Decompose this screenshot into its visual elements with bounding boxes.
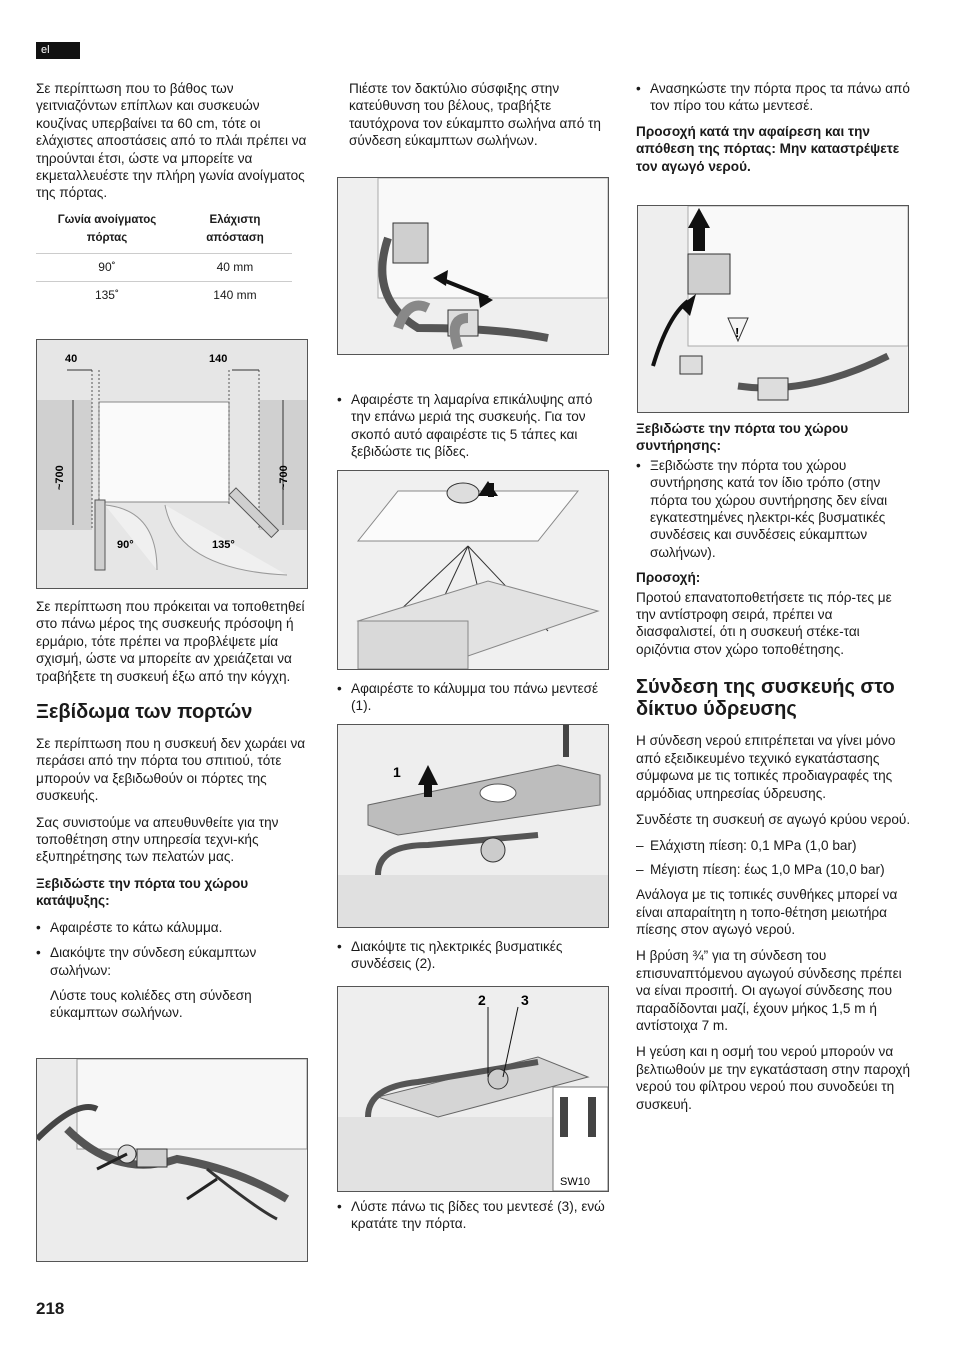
list-item: • Ξεβιδώστε την πόρτα του χώρου συντήρησης κατά τον ίδιο τρόπο (στην πόρτα του χώρου συντήρησης δεν είναι εγκατεστημένες ηλεκτρι-κές βυσματικές συνδέσεις και συνδέσεις εύκαμπτων σωλήνων). bbox=[636, 457, 912, 561]
list-item: • Λύστε πάνω τις βίδες του μεντεσέ (3), ενώ κρατάτε την πόρτα. bbox=[337, 1198, 609, 1233]
callout-2-label: 2 bbox=[478, 992, 486, 1008]
column-2-b1 bbox=[337, 391, 609, 469]
fridge-door-subheading: Ξεβιδώστε την πόρτα του χώρου συντήρησης: bbox=[636, 421, 849, 454]
hinge-screw-step bbox=[337, 1198, 609, 1233]
water-paragraph-2: Συνδέστε τη συσκευή σε αγωγό κρύου νερού. bbox=[636, 811, 911, 827]
list-item: • Διακόψτε τις ηλεκτρικές βυσματικές συνδέσεις (2). bbox=[337, 938, 609, 973]
table-cell: 135˚ bbox=[36, 282, 178, 310]
list-item: • Διακόψτε την σύνδεση εύκαμπτων σωλήνων: bbox=[36, 944, 308, 979]
page-number: 218 bbox=[36, 1299, 65, 1318]
cover-plate-figure bbox=[337, 470, 609, 670]
list-item: – Ελάχιστη πίεση: 0,1 MPa (1,0 bar) bbox=[636, 837, 912, 854]
water-paragraph-5: Η γεύση και η οσμή του νερού μπορούν να βελτιωθούν με την εγκατάσταση στην παροχή νερού του φίλτρου νερού που συνοδεύει τη συσκευή. bbox=[636, 1044, 911, 1112]
intro-paragraph: Σε περίπτωση που το βάθος των γειτνιαζόντων επίπλων και συσκευών κουζίνας υπερβαίνει τα 60 cm, τότε οι ελάχιστες αποστάσεις από το πλάι πρέπει να τηρούνται έτσι, ώστε να μπορείτε να εκμεταλλευέστε την πλήρη γωνία ανοίγματος της πόρτας. bbox=[36, 81, 307, 201]
height-left-label: ~700 bbox=[54, 465, 66, 490]
column-3-top bbox=[636, 80, 912, 184]
column-2-top bbox=[349, 80, 609, 159]
caution-label: Προσοχή: bbox=[636, 570, 701, 586]
table-cell: 40 mm bbox=[178, 253, 292, 281]
water-paragraph-3: Ανάλογα με τις τοπικές συνθήκες μπορεί να είναι απαραίτητη η τοπο-θέτηση μειωτήρα πίεσης στον αγωγό νερού. bbox=[636, 887, 898, 937]
table-row bbox=[36, 253, 292, 281]
list-item: – Μέγιστη πίεση: έως 1,0 MPa (10,0 bar) bbox=[636, 861, 912, 878]
dim-40-label: 40 bbox=[65, 353, 78, 365]
table-cell: 90˚ bbox=[36, 253, 178, 281]
column-1 bbox=[36, 80, 308, 310]
sw10-label: SW10 bbox=[560, 1176, 590, 1188]
door-clearance-figure bbox=[36, 339, 308, 589]
column-2-b4 bbox=[337, 1198, 609, 1241]
svg-text:!: ! bbox=[735, 325, 740, 340]
column-3-body bbox=[636, 420, 912, 1122]
column-2-b2 bbox=[337, 680, 609, 723]
list-item: • Ανασηκώστε την πόρτα προς τα πάνω από τον πίρο του κάτω μεντεσέ. bbox=[636, 80, 912, 115]
column-2-b3 bbox=[337, 938, 609, 981]
cover-steps bbox=[337, 391, 609, 461]
angle-135-label: 135° bbox=[212, 539, 235, 551]
distance-table bbox=[36, 211, 292, 310]
table-cell: 140 mm bbox=[178, 282, 292, 310]
doors-paragraph-2: Σας συνιστούμε να απευθυνθείτε για την τοποθέτηση στην υπηρεσία τεχνι-κής εξυπηρέτησης των πελατών μας. bbox=[36, 814, 279, 865]
doors-paragraph-1: Σε περίπτωση που η συσκευή δεν χωράει να περάσει από την πόρτα του σπιτιού, τότε μπορούν να ξεβιδωθούν οι πόρτες της συσκευής. bbox=[36, 736, 306, 804]
hinge-screws-figure bbox=[337, 986, 609, 1192]
hose-clamp-figure bbox=[36, 1058, 308, 1262]
hose-clamp-step: Λύστε τους κολιέδες στη σύνδεση εύκαμπτων σωλήνων. bbox=[50, 987, 252, 1021]
hinge-cover-figure bbox=[337, 724, 609, 928]
freezer-door-subheading: Ξεβιδώστε την πόρτα του χώρου κατάψυξης: bbox=[36, 875, 249, 909]
list-item: • Αφαιρέστε το κάλυμμα του πάνω μεντεσέ (1). bbox=[337, 680, 609, 715]
plug-step bbox=[337, 938, 609, 973]
angle-90-label: 90° bbox=[117, 539, 134, 551]
table-header-distance: Ελάχιστη απόσταση bbox=[206, 213, 264, 244]
callout-1-label: 1 bbox=[393, 764, 401, 780]
list-item: • Αφαιρέστε το κάτω κάλυμμα. bbox=[36, 919, 308, 936]
list-item: • Αφαιρέστε τη λαμαρίνα επικάλυψης από την επάνω μεριά της συσκευής. Για τον σκοπό αυτό αφαιρέστε τις 5 τάπες και ξεβιδώστε τις βίδες. bbox=[337, 391, 609, 461]
callout-3-label: 3 bbox=[521, 992, 529, 1008]
pressure-list bbox=[636, 837, 912, 878]
water-paragraph-4: Η βρύση ¾” για τη σύνδεση του επισυναπτόμενου αγωγού σύνδεσης πρέπει να είναι προσιτή. Οι αγωγοί σύνδεσης που παραδίδονται μαζί, έχουν μήκος 1,5 m ή αντίστοιχα 7 m. bbox=[636, 948, 902, 1033]
language-tag: el bbox=[36, 42, 80, 59]
lift-door-figure bbox=[637, 205, 909, 413]
lift-step bbox=[636, 80, 912, 115]
height-right-label: ~700 bbox=[278, 465, 290, 490]
fridge-door-steps bbox=[636, 457, 912, 561]
dim-140-label: 140 bbox=[209, 353, 228, 365]
table-header-angle: Γωνία ανοίγματος πόρτας bbox=[57, 213, 157, 244]
freezer-steps bbox=[36, 919, 308, 979]
ring-press-figure bbox=[337, 177, 609, 355]
column-1-lower bbox=[36, 598, 308, 1031]
caution-text: Προτού επανατοποθετήσετε τις πόρ-τες με την αντίστροφη σειρά, πρέπει να διασφαλιστεί, ότι η συσκευή στέκε-ται οριζόντια στον χώρο τοποθέτησης. bbox=[636, 589, 892, 657]
water-paragraph-1: Η σύνδεση νερού επιτρέπεται να γίνει μόνο από εξειδικευμένο τεχνικό εγκατάστασης σύμφωνα με τις τοπικές προδιαγραφές της αρμόδιας υπηρεσίας ύδρευσης. bbox=[636, 733, 896, 801]
section-heading-water: Σύνδεση της συσκευής στο δίκτυο ύδρευσης bbox=[636, 676, 895, 721]
press-ring-paragraph: Πιέστε τον δακτύλιο σύσφιξης στην κατεύθυνση του βέλους, τραβήξτε ταυτόχρονα τον εύκαμπτο σωλήνα από τη σύνδεση εύκαμπτων σωλήνων. bbox=[349, 81, 601, 149]
hinge-cover-step bbox=[337, 680, 609, 715]
table-row bbox=[36, 282, 292, 310]
section-heading-doors: Ξεβίδωμα των πορτών bbox=[36, 701, 253, 724]
cabinet-paragraph: Σε περίπτωση που πρόκειται να τοποθετηθεί στο πάνω μέρος της συσκευής πρόσοψη ή ερμάριο, τότε πρέπει να προβλέψετε μία σχισμή, ώστε να μπορείτε αν χρειάζεται να τραβήξετε τη συσκευή έξω από την κόγχη. bbox=[36, 599, 305, 684]
warning-text: Προσοχή κατά την αφαίρεση και την απόθεση της πόρτας: Μην καταστρέψετε τον αγωγό νερού. bbox=[636, 123, 900, 174]
